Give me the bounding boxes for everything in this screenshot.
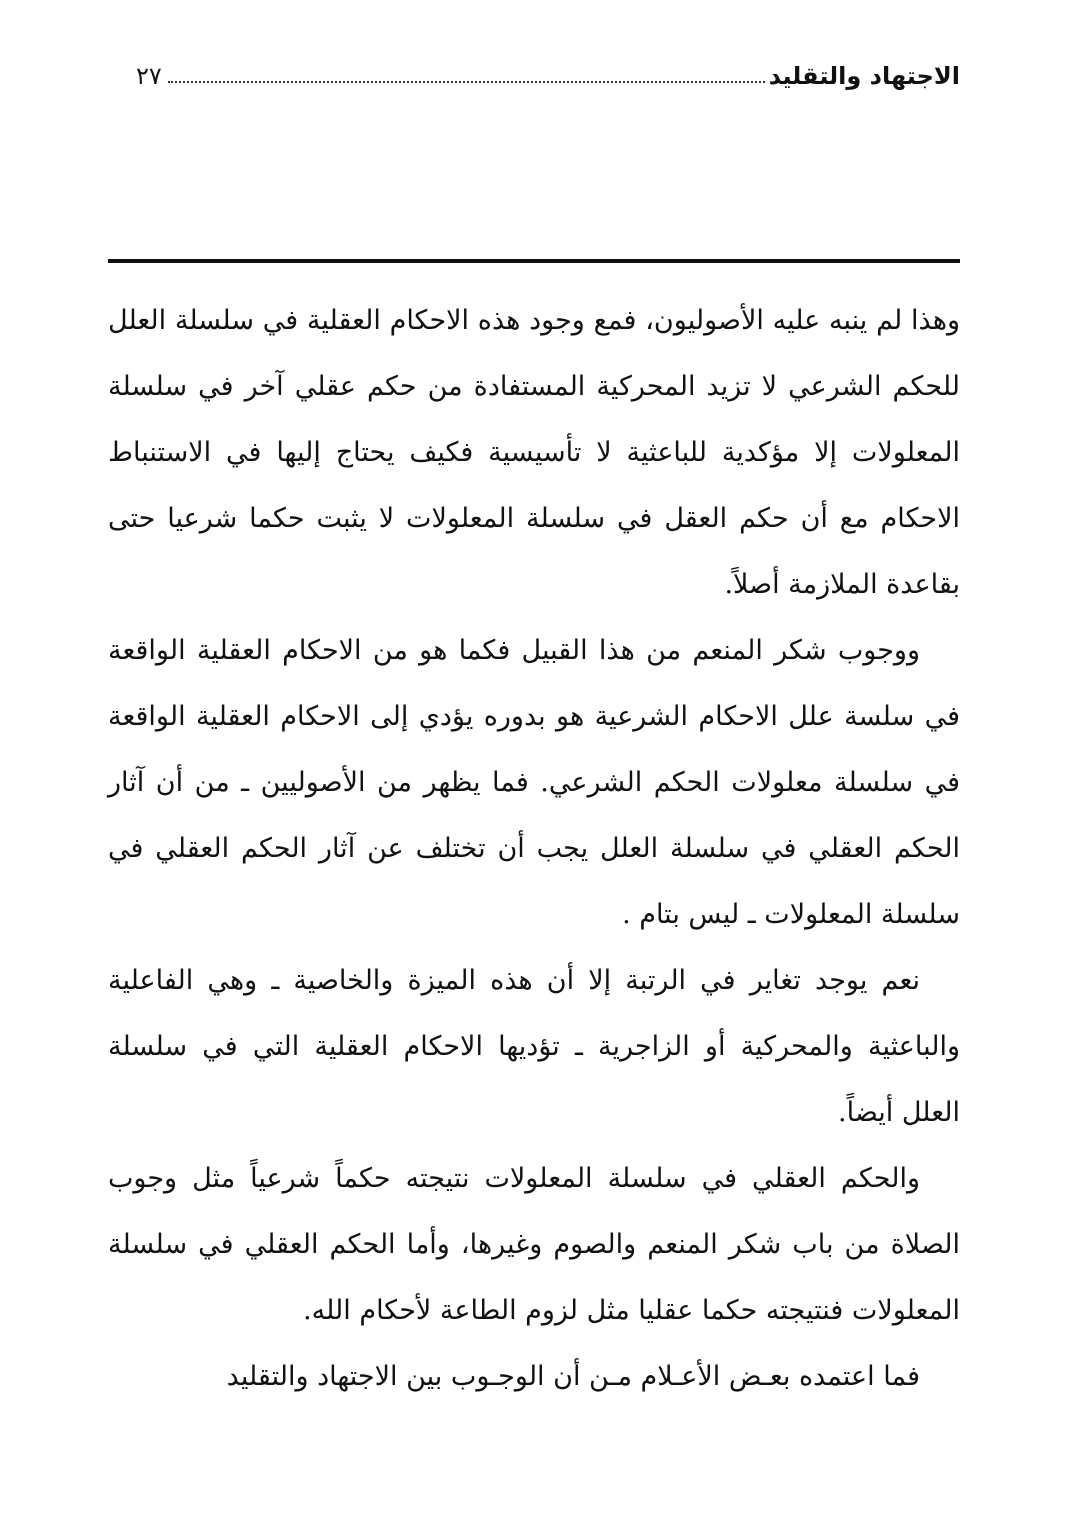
dot-leader xyxy=(168,81,765,83)
section-divider-rule xyxy=(108,259,960,263)
running-title: الاجتهاد والتقليد xyxy=(768,62,960,90)
paragraph-3: نعم يوجد تغاير في الرتبة إلا أن هذه الميزة والخاصية ـ وهي الفاعلية والباعثية والمحركية أو الزاجرية ـ تؤديها الاحكام العقلية التي في سلسلة العلل أيضاً. xyxy=(108,965,960,1128)
paragraph-5: فما اعتمده بعـض الأعـلام مـن أن الوجـوب بين الاجتهاد والتقليد xyxy=(226,1361,920,1392)
body-text xyxy=(108,288,960,1410)
page-number: ٢٧ xyxy=(136,62,162,90)
running-header xyxy=(108,56,960,96)
paragraph-1: وهذا لم ينبه عليه الأصوليون، فمع وجود هذه الاحكام العقلية في سلسلة العلل للحكم الشرعي لا تزيد المحركية المستفادة من حكم عقلي آخر في سلسلة المعلولات إلا مؤكدية للباعثية لا تأسيسية فكيف يحتاج إليها في الاستنباط الاحكام مع أن حكم العقل في سلسلة المعلولات لا يثبت حكما شرعيا حتى بقاعدة الملازمة أصلاً. xyxy=(108,305,960,600)
paragraph-4: والحكم العقلي في سلسلة المعلولات نتيجته حكماً شرعياً مثل وجوب الصلاة من باب شكر المنعم والصوم وغيرها، وأما الحكم العقلي في سلسلة المعلولات فنتيجته حكما عقليا مثل لزوم الطاعة لأحكام الله. xyxy=(108,1163,960,1326)
paragraph-2: ووجوب شكر المنعم من هذا القبيل فكما هو من الاحكام العقلية الواقعة في سلسة علل الاحكام الشرعية هو بدوره يؤدي إلى الاحكام العقلية الواقعة في سلسلة معلولات الحكم الشرعي. فما يظهر من الأصوليين ـ من أن آثار الحكم العقلي في سلسلة العلل يجب أن تختلف عن آثار الحكم العقلي في سلسلة المعلولات ـ ليس بتام . xyxy=(108,635,960,930)
